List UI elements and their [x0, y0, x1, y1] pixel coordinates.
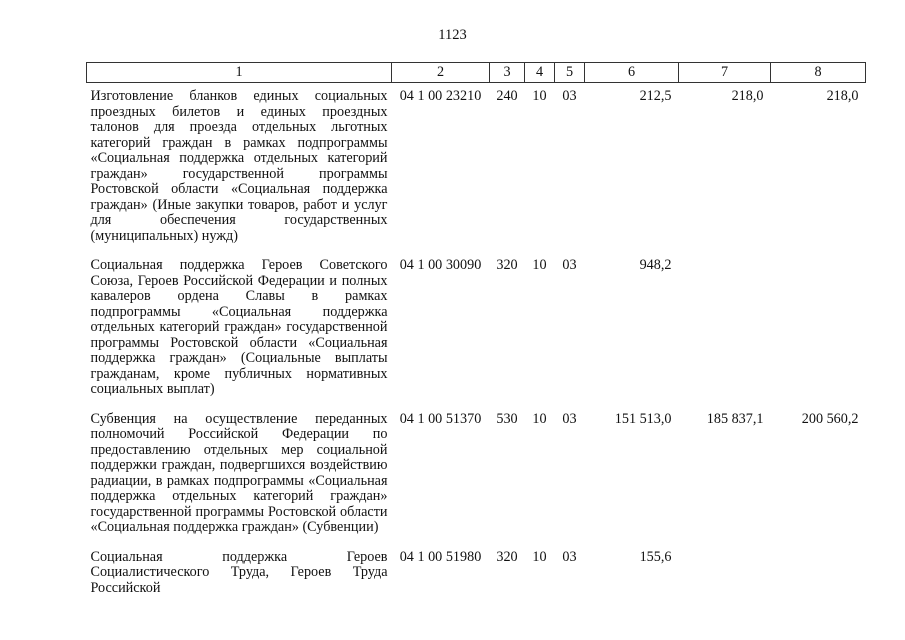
header-col-2: 2 [392, 63, 490, 83]
page-number: 1123 [438, 27, 467, 43]
row-name: Социальная поддержка Героев Социалистического Труда, Героев Труда Российской [90, 548, 388, 596]
row-expense-type: 320 [496, 548, 518, 565]
table-row [87, 406, 866, 544]
row-target-article: 04 1 00 51980 [399, 548, 482, 565]
row-amount-year2: 185 837,1 [706, 410, 764, 427]
row-amount-year1: 948,2 [639, 257, 672, 273]
header-col-5: 5 [555, 63, 585, 83]
row-amount-year3 [771, 544, 866, 605]
header-col-3: 3 [490, 63, 525, 83]
header-col-6: 6 [585, 63, 679, 83]
row-amount-year1: 212,5 [639, 88, 672, 104]
row-amount-year3 [771, 252, 866, 406]
row-amount-year1: 151 513,0 [614, 410, 672, 427]
table-row [87, 544, 866, 605]
table-row [87, 83, 866, 253]
row-section: 10 [532, 88, 547, 104]
row-target-article: 04 1 00 30090 [399, 257, 482, 273]
row-name: Социальная поддержка Героев Советского Союза, Героев Российской Федерации и полных кавалеров ордена Славы в рамках подпрограммы «Социальная поддержка отдельных категорий граждан» государственной программы Ростовской области «Социальная поддержка граждан» (Социальные выплаты гражданам, кроме публичных нормативных социальных выплат) [90, 257, 388, 397]
budget-table [86, 62, 866, 604]
row-expense-type: 240 [496, 88, 518, 104]
row-amount-year3: 200 560,2 [801, 410, 859, 427]
row-target-article: 04 1 00 23210 [399, 88, 482, 104]
row-name: Изготовление бланков единых социальных проездных билетов и единых проездных талонов для проезда отдельных льготных категорий граждан в рамках подпрограммы «Социальная поддержка отдельных категорий граждан» государственной программы Ростовской области «Социальная поддержка граждан» (Иные закупки товаров, работ и услуг для обеспечения государственных (муниципальных) нужд) [90, 88, 388, 244]
header-col-7: 7 [679, 63, 771, 83]
row-amount-year3: 218,0 [826, 88, 859, 104]
row-amount-year1: 155,6 [639, 548, 672, 565]
row-section: 10 [532, 548, 547, 565]
row-expense-type: 320 [496, 257, 518, 273]
row-section: 10 [532, 410, 547, 427]
row-name: Субвенция на осуществление переданных полномочий Российской Федерации по предоставлению отдельных мер социальной поддержки граждан, подвергшихся воздействию радиации, в рамках подпрограммы «Социальная поддержка отдельных категорий граждан» государственной программы Ростовской области «Социальная поддержка граждан» (Субвенции) [90, 410, 388, 535]
header-row [87, 63, 866, 83]
row-subsection: 03 [562, 548, 577, 565]
header-col-8: 8 [771, 63, 866, 83]
row-subsection: 03 [562, 88, 577, 104]
table-row [87, 252, 866, 406]
header-col-1: 1 [87, 63, 392, 83]
row-subsection: 03 [562, 257, 577, 273]
row-subsection: 03 [562, 410, 577, 427]
row-section: 10 [532, 257, 547, 273]
header-col-4: 4 [525, 63, 555, 83]
row-amount-year2 [679, 544, 771, 605]
row-expense-type: 530 [496, 410, 518, 427]
row-amount-year2 [679, 252, 771, 406]
row-target-article: 04 1 00 51370 [399, 410, 482, 427]
row-amount-year2: 218,0 [731, 88, 764, 104]
